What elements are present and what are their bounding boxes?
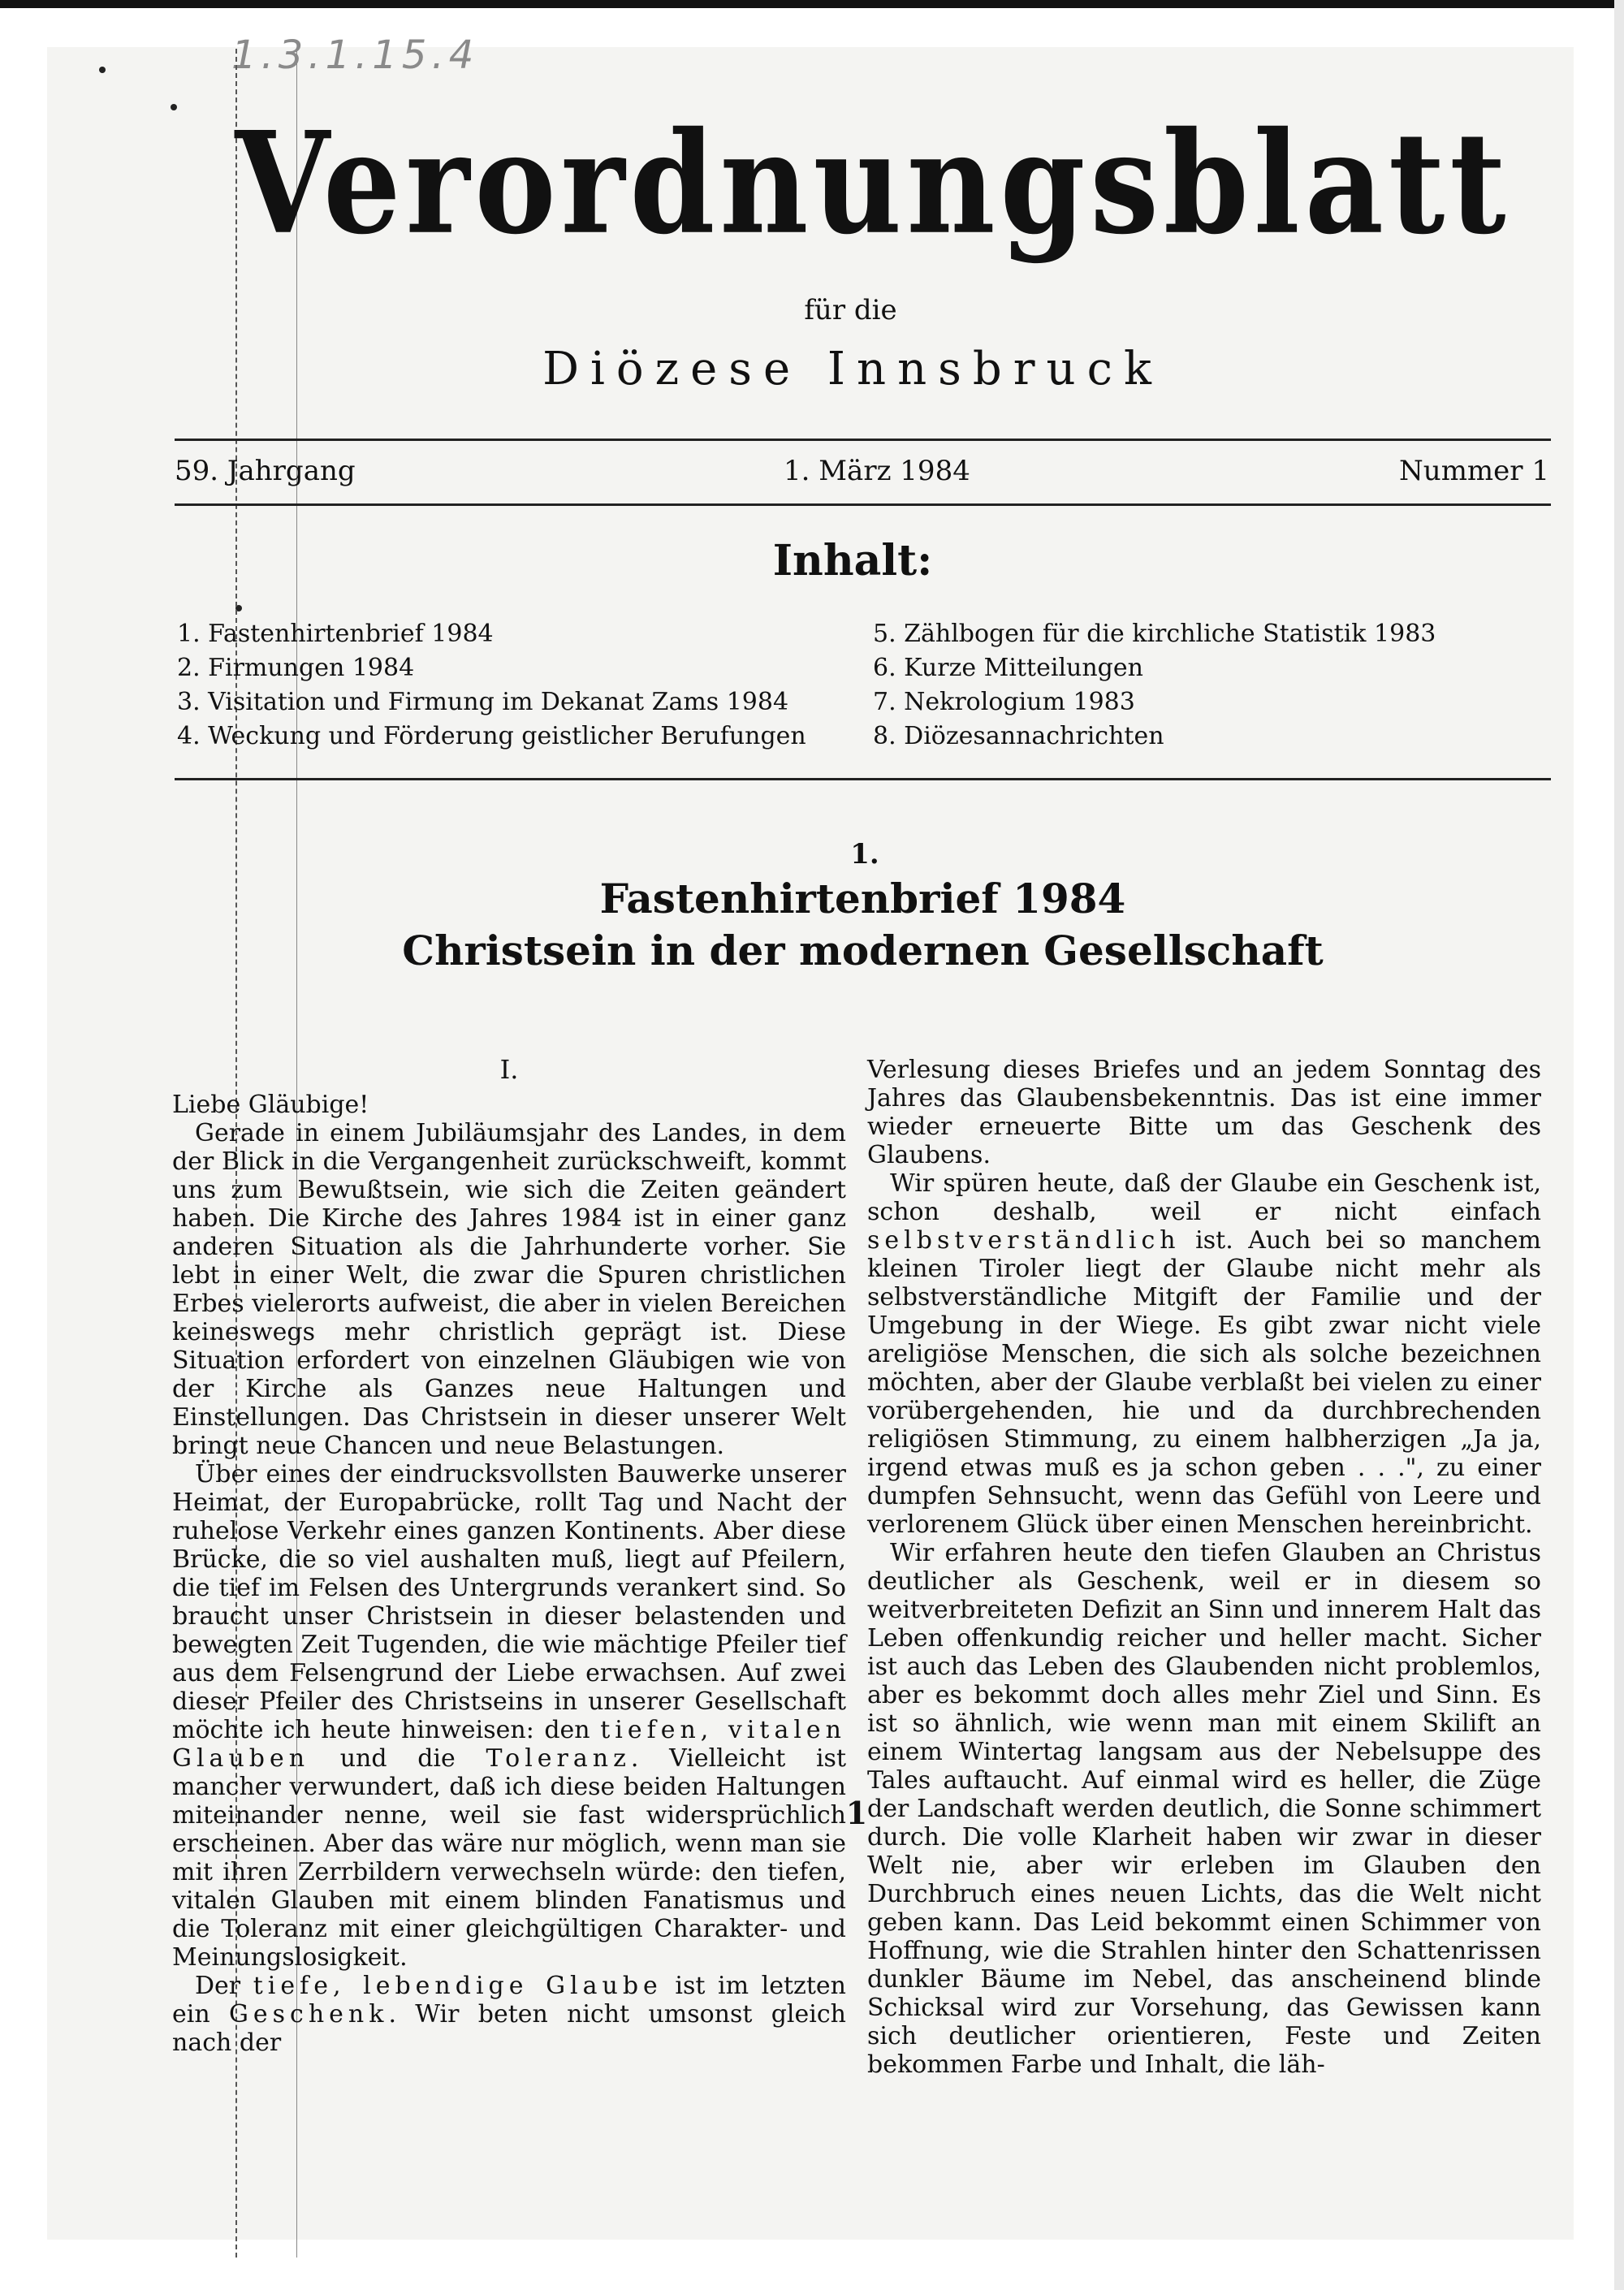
rule-top <box>175 439 1551 441</box>
text-run: . Vielleicht ist mancher verwundert, daß ich diese beiden Haltungen miteinander nenne, weil sie fast widersprüchlich erscheinen. Aber das wäre nur möglich, wenn man sie mit ihren Zerrbildern verwechseln würde: den tiefen, vitalen Glauben mit einem blinden Fanatismus und die Toleranz mit einer gleichgültigen Charakter- und Meinungslosigkeit. <box>172 1744 847 1972</box>
issue-date: 1. März 1984 <box>784 455 970 487</box>
page-number: 1 <box>845 1795 868 1831</box>
article-number: 1. <box>850 838 879 871</box>
text-run: ist im letzten ein <box>172 1972 846 2029</box>
paragraph <box>172 1460 846 1972</box>
contents-item: 6. Kurze Mitteilungen <box>873 654 1143 682</box>
issue-number: Nummer 1 <box>1399 455 1549 487</box>
contents-item: 3. Visitation und Firmung im Dekanat Zams 1984 <box>177 688 789 716</box>
rule-under-meta <box>175 503 1551 506</box>
contents-item: 5. Zählbogen für die kirchliche Statistik 1983 <box>873 620 1436 648</box>
paragraph <box>867 1169 1541 1539</box>
volume-label: 59. Jahrgang <box>175 455 356 487</box>
masthead-title: Verordnungsblatt <box>235 101 1511 266</box>
section-number: I. <box>499 1054 519 1085</box>
contents-list-left <box>177 617 806 754</box>
text-column-right <box>867 1056 1541 2079</box>
speck <box>99 67 106 73</box>
rule-under-contents <box>175 778 1551 780</box>
text-run: . Wir beten nicht umsonst gleich nach der <box>172 2000 846 2057</box>
salutation: Liebe Gläubige! <box>172 1091 369 1119</box>
paragraph: Verlesung dieses Briefes und an jedem Sonntag des Jahres das Glaubensbekenntnis. Das ist eine immer wieder erneuerte Bitte um das Geschenk des Glaubens. <box>867 1056 1541 1169</box>
handwritten-archive-number: 1.3.1.15.4 <box>231 32 479 78</box>
text-run: Wir spüren heute, daß der Glaube ein Geschenk ist, schon deshalb, weil er nicht einfach <box>867 1169 1541 1226</box>
contents-item: 7. Nekrologium 1983 <box>873 688 1135 716</box>
paragraph: Gerade in einem Jubiläumsjahr des Landes, in dem der Blick in die Vergangenheit zurückschweift, kommt uns zum Bewußtsein, wie sich die Zeiten geändert haben. Die Kirche des Jahres 1984 ist in einer ganz anderen Situation als die Jahrhunderte vorher. Sie lebt in einer Welt, die zwar die Spuren christlichen Erbes vielerorts aufweist, die aber in vielen Bereichen keineswegs mehr christlich geprägt ist. Diese Situation erfordert von einzelnen Gläubigen wie von der Kirche als Ganzes neue Haltungen und Einstellungen. Das Christsein in dieser unserer Welt bringt neue Chancen und neue Belastungen. <box>172 1119 846 1460</box>
text-run: und die <box>339 1744 456 1773</box>
masthead-diocese: Diözese Innsbruck <box>542 343 1163 395</box>
text-run: Der <box>195 1972 241 2000</box>
text-run: ist. Auch bei so manchem kleinen Tiroler liegt der Glaube nicht mehr als selbstverständliche Mitgift der Familie und der Umgebung in der Wiege. Es gibt zwar nicht viele areligiöse Menschen, die sich als solche bezeichnen möchten, aber der Glaube verblaßt bei vielen zu einer vorübergehenden, hie und da durchbrechenden religiösen Stimmung, zu einem halbherzigen „Ja ja, irgend etwas muß es ja schon geben . . .", zu einer dumpfen Sehnsucht, wenn das Gefühl von Leere und verlorenem Glück über einen Menschen hereinbricht. <box>867 1226 1541 1539</box>
spaced-emphasis: Toleranz <box>486 1744 631 1773</box>
speck <box>171 104 177 110</box>
contents-heading: Inhalt: <box>772 536 933 585</box>
paragraph <box>172 1972 846 2057</box>
contents-item: 8. Diözesannachrichten <box>873 722 1164 750</box>
contents-item: 2. Firmungen 1984 <box>177 654 415 682</box>
contents-list-right <box>873 617 1436 754</box>
spaced-emphasis: tiefe, lebendige Glaube <box>253 1972 663 2000</box>
article-title: Fastenhirtenbrief 1984 <box>599 875 1126 922</box>
contents-item: 4. Weckung und Förderung geistlicher Berufungen <box>177 722 806 750</box>
spaced-emphasis: tiefen, vitalen Glauben <box>172 1716 846 1773</box>
paragraph: Wir erfahren heute den tiefen Glauben an Christus deutlicher als Geschenk, weil er in diesem so weitverbreiteten Defizit an Sinn und innerem Halt das Leben offenkundig reicher und heller macht. Sicher ist auch das Leben des Glaubenden nicht problemlos, aber es bekommt doch alles mehr Ziel und Sinn. Es ist so ähnlich, wie wenn man mit einem Skilift an einem Wintertag langsam aus der Nebelsuppe des Tales auftaucht. Auf einmal wird es heller, die Züge der Landschaft werden deutlich, die Sonne schimmert durch. Die volle Klarheit haben wir zwar in dieser Welt nie, aber wir erleben im Glauben den Durchbruch eines neuen Lichts, das die Welt nicht geben kann. Das Leid bekommt einen Schimmer von Hoffnung, wie die Strahlen hinter den Schattenrissen dunkler Bäume im Nebel, das anscheinend blinde Schicksal wird zur Vorsehung, das Gewissen kann sich deutlicher orientieren, Feste und Zeiten bekommen Farbe und Inhalt, die läh- <box>867 1539 1541 2079</box>
scan-edge-top <box>0 0 1624 8</box>
text-run: Über eines der eindrucksvollsten Bauwerke unserer Heimat, der Europabrücke, rollt Tag und Nacht der ruhelose Verkehr eines ganzen Kontinents. Aber diese Brücke, die so viel aushalten muß, liegt auf Pfeilern, die tief im Felsen des Untergrunds verankert sind. So braucht unser Christsein in dieser belastenden und bewegten Zeit Tugenden, die wie mächtige Pfeiler tief aus dem Felsengrund der Liebe erwachsen. Auf zwei dieser Pfeiler des Christseins in unserer Gesellschaft möchte ich heute hinweisen: den <box>172 1460 846 1744</box>
article-subtitle: Christsein in der modernen Gesellschaft <box>402 927 1324 974</box>
article-title-block <box>0 873 1624 977</box>
spaced-emphasis: Geschenk <box>228 2000 389 2029</box>
masthead-for-the: für die <box>804 294 897 326</box>
text-column-left <box>172 1056 846 2057</box>
contents-item: 1. Fastenhirtenbrief 1984 <box>177 620 494 648</box>
spaced-emphasis: selbstverständlich <box>867 1226 1181 1255</box>
